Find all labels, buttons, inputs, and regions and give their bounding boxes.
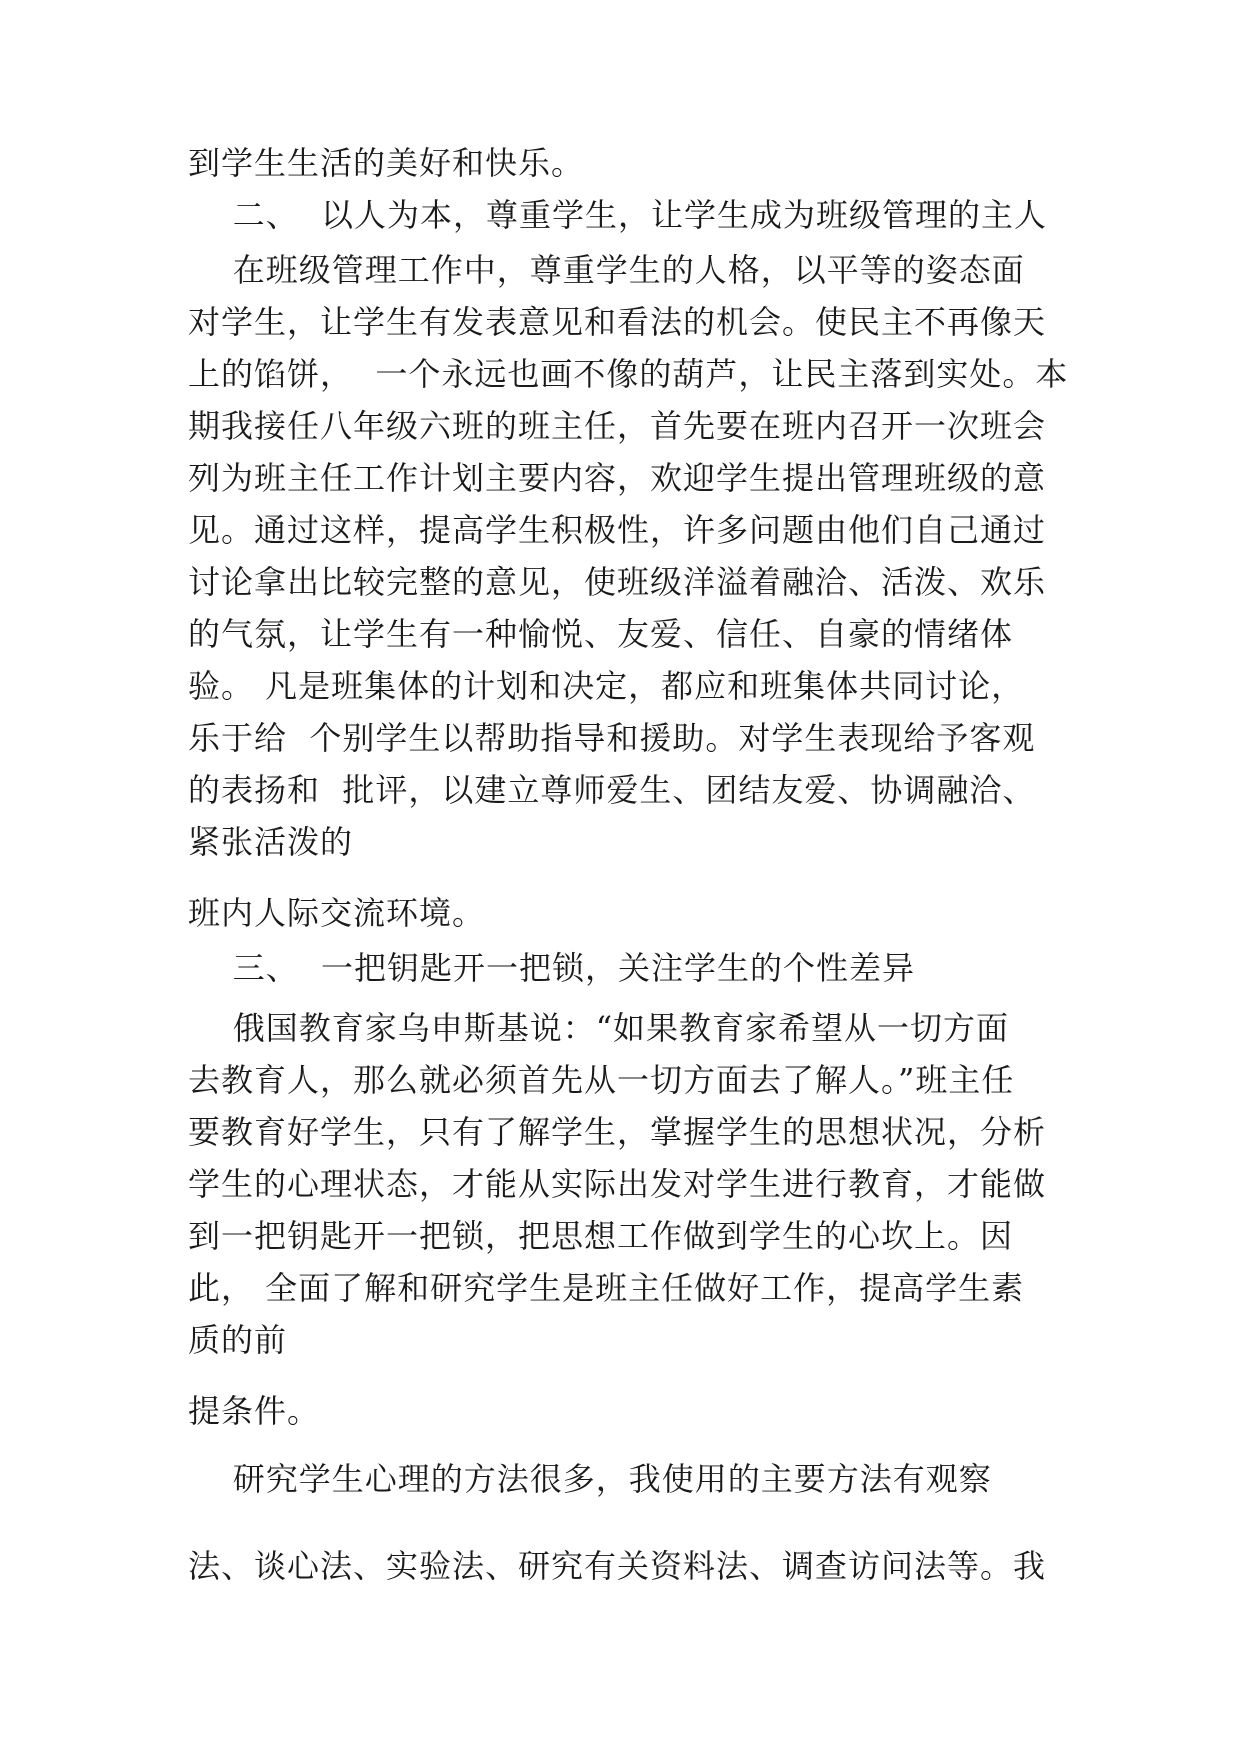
text-line: 法、谈心法、实验法、研究有关资料法、调查访问法等。我 [188, 1547, 1047, 1585]
text-line: 到学生生活的美好和快乐。 [188, 144, 585, 182]
section-heading: 三、 一把钥匙开一把锁，关注学生的个性差异 [188, 949, 916, 987]
text-line: 上的馅饼， 一个永远也画不像的葫芦，让民主落到实处。本 [188, 355, 1069, 393]
text-line: 班内人际交流环境。 [188, 894, 486, 932]
text-line: 质的前 [188, 1321, 288, 1359]
text-line: 乐于给 个别学生以帮助指导和援助。对学生表现给予客观 [188, 719, 1036, 757]
text-line: 提条件。 [188, 1392, 321, 1430]
text-line: 到一把钥匙开一把锁，把思想工作做到学生的心坎上。因 [188, 1217, 1014, 1255]
text-line: 讨论拿出比较完整的意见，使班级洋溢着融洽、活泼、欢乐 [188, 563, 1047, 601]
text-line: 的气氛，让学生有一种愉悦、友爱、信任、自豪的情绪体 [188, 615, 1014, 653]
text-line: 对学生，让学生有发表意见和看法的机会。使民主不再像天 [188, 303, 1047, 341]
text-line: 在班级管理工作中，尊重学生的人格，以平等的姿态面 [188, 251, 1025, 289]
text-line: 列为班主任工作计划主要内容，欢迎学生提出管理班级的意 [188, 459, 1047, 497]
text-line: 要教育好学生，只有了解学生，掌握学生的思想状况，分析 [188, 1113, 1047, 1151]
text-line: 验。 凡是班集体的计划和决定，都应和班集体共同讨论， [188, 667, 1025, 705]
text-line: 去教育人，那么就必须首先从一切方面去了解人。”班主任 [188, 1061, 1015, 1099]
text-line: 此， 全面了解和研究学生是班主任做好工作，提高学生素 [188, 1269, 1025, 1307]
text-line: 期我接任八年级六班的班主任，首先要在班内召开一次班会 [188, 407, 1047, 445]
text-line: 俄国教育家乌申斯基说：“如果教育家希望从一切方面 [188, 1009, 1010, 1047]
section-heading: 二、 以人为本，尊重学生，让学生成为班级管理的主人 [188, 196, 1048, 234]
text-line: 学生的心理状态，才能从实际出发对学生进行教育，才能做 [188, 1165, 1047, 1203]
text-line: 的表扬和 批评，以建立尊师爱生、团结友爱、协调融洽、 [188, 771, 1036, 809]
text-line: 见。通过这样，提高学生积极性，许多问题由他们自己通过 [188, 511, 1047, 549]
text-line: 紧张活泼的 [188, 823, 354, 861]
text-line: 研究学生心理的方法很多，我使用的主要方法有观察 [188, 1460, 992, 1498]
